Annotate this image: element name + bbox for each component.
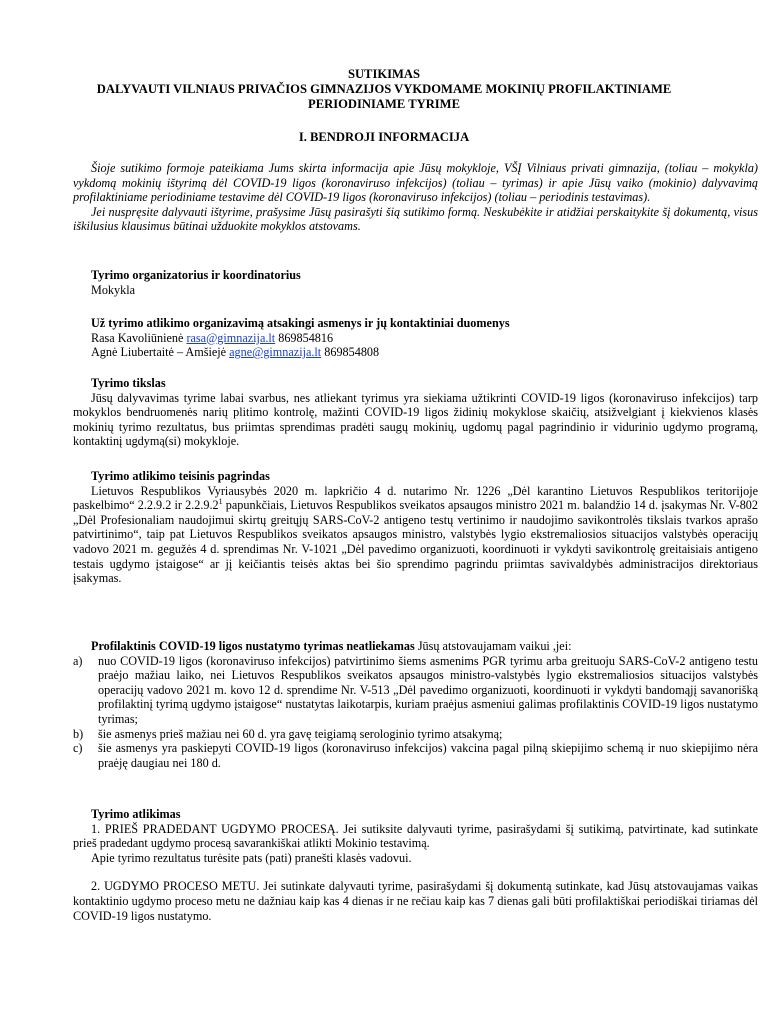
legal-heading: Tyrimo atlikimo teisinis pagrindas	[91, 469, 270, 483]
purpose-heading: Tyrimo tikslas	[91, 376, 166, 390]
list-marker: b)	[73, 726, 84, 741]
legal-text-part1: Lietuvos Respublikos Vyriausybės 2020 m. lapkričio 4 d. nutarimo Nr. 1226 „Dėl karantino Lietuvos Respublikos teritorijoje paskelbimo“ 2.2.9.2 ir 2.2.9.2	[73, 483, 758, 513]
exemption-section	[73, 639, 758, 770]
contact-email-link[interactable]: rasa@gimnazija.lt	[186, 330, 276, 345]
procedure-paragraph-1: 1. PRIEŠ PRADEDANT UGDYMO PROCESĄ. Jei sutiksite dalyvauti tyrime, pasirašydami šį sutikimą, patvirtinate, kad sutinkate prieš pradedant ugdymo procesą savarankiškai atlikti Mokinio testavimą.	[73, 821, 758, 851]
procedure-paragraph-2: Apie tyrimo rezultatus turėsite pats (pati) pranešti klasės vadovui.	[91, 850, 412, 865]
legal-text-part2: papunkčiais, Lietuvos Respublikos sveikatos apsaugos ministro 2021 m. balandžio 14 d. įsakymas Nr. V-802 „Dėl Profesionaliam naudojimui skirtų greitųjų SARS-CoV-2 antigeno testų vertinimo ir naudojimo savikontrolės tikslais tvarkos aprašo patvirtinimo“, taip pat Lietuvos Respublikos sveikatos apsaugos ministro, valstybės lygio ekstremaliosios situacijos valstybės operacijų vadovo 2021 m. gegužės 4 d. sprendimas Nr. V-1021 „Dėl pavedimo organizuoti, koordinuoti ir vykdyti savikontrolę greitaisiais antigeno testais ugdymo įstaigose“ ar jį keičiantis teisės aktas bei šio sprendimo pagrindu priimtas savivaldybės administracijos direktoriaus įsakymas.	[73, 498, 758, 586]
legal-footnote-mark: 1	[218, 497, 223, 507]
organizer-section	[73, 268, 758, 297]
list-item-text: šie asmenys yra paskiepyti COVID-19 ligos (koronaviruso infekcijos) vakcina pagal pilną skiepijimo schemą ir nuo skiepijimo nėra praėję daugiau nei 180 d.	[98, 741, 758, 770]
contact-row	[73, 345, 758, 360]
document-title: SUTIKIMAS	[347, 67, 421, 81]
contact-email-link[interactable]: agne@gimnazija.lt	[229, 345, 322, 360]
organizer-heading: Tyrimo organizatorius ir koordinatorius	[91, 268, 301, 282]
purpose-text: Jūsų dalyvavimas tyrime labai svarbus, nes atliekant tyrimus yra siekiama užtikrinti COVID-19 ligos (koronaviruso infekcijos) tarp mokyklos bendruomenės narių plitimo kontrolę, mažinti COVID-19 ligos židinių mokyklose skaičių, atsižvelgiant į kiekvienos klasės mokinių tyrimo rezultatus, bus priimtas sprendimas pradėti saugų mokinių, ugdomų pagal pagrindinio ir vidurinio ugdymo programą, kontaktinį ugdymą(si) mokykloje.	[73, 390, 758, 449]
procedure-section	[73, 807, 758, 923]
document-subtitle-line2: PERIODINIAME TYRIME	[308, 97, 460, 111]
intro-section	[73, 161, 758, 234]
procedure-paragraph-3: 2. UGDYMO PROCESO METU. Jei sutinkate dalyvauti tyrime, pasirašydami šį dokumentą sutinkate, kad Jūsų atstovaujamas vaikas kontaktinio ugdymo proceso metu ne dažniau kaip kas 4 dienas ir ne rečiau kaip kas 7 dienas gali būti profilaktiškai periodiškai tiriamas dėl COVID-19 ligos nustatymo.	[73, 879, 758, 923]
section-title: I. BENDROJI INFORMACIJA	[298, 130, 470, 144]
responsible-section	[73, 316, 758, 360]
organizer-value: Mokykla	[91, 282, 136, 297]
exemption-heading: Profilaktinis COVID-19 ligos nustatymo tyrimas neatliekamas	[91, 639, 415, 653]
list-item-text: šie asmenys prieš mažiau nei 60 d. yra gavę teigiamą serologinio tyrimo atsakymą;	[98, 726, 503, 741]
contact-name: Rasa Kavoliūnienė	[91, 330, 184, 345]
contact-phone: 869854808	[324, 345, 380, 360]
list-item	[73, 727, 758, 742]
exemption-intro	[73, 639, 758, 654]
contact-name: Agnė Liubertaitė – Amšiejė	[91, 345, 227, 360]
responsible-heading: Už tyrimo atlikimo organizavimą atsakingi asmenys ir jų kontaktiniai duomenys	[91, 316, 510, 330]
list-marker: c)	[73, 741, 83, 756]
document-subtitle-line1: DALYVAUTI VILNIAUS PRIVAČIOS GIMNAZIJOS VYKDOMAME MOKINIŲ PROFILAKTINIAME	[96, 82, 672, 96]
exemption-heading-tail: Jūsų atstovaujamam vaikui ,jei:	[414, 639, 572, 653]
legal-section	[73, 469, 758, 586]
contact-phone: 869854816	[278, 330, 334, 345]
intro-paragraph-1: Šioje sutikimo formoje pateikiama Jums skirta informacija apie Jūsų mokykloje, VŠĮ Vilniaus privati gimnazija, (toliau – mokykla) vykdomą mokinių ištyrimą dėl COVID-19 ligos (koronaviruso infekcijos) (toliau – tyrimas) ir apie Jūsų vaiko (mokinio) dalyvavimą profilaktiniame periodiniame testavime dėl COVID-19 ligos (koronaviruso infekcijos) (toliau – periodinis testavimas).	[73, 161, 758, 205]
list-marker: a)	[73, 653, 83, 668]
procedure-heading: Tyrimo atlikimas	[91, 807, 181, 821]
legal-text	[73, 484, 758, 586]
intro-paragraph-2: Jei nuspręsite dalyvauti ištyrime, prašysime Jūsų pasirašyti šią sutikimo formą. Neskubėkite ir atidžiai perskaitykite šį dokumentą, visus iškilusius klausimus būtinai užduokite mokyklos atstovams.	[73, 204, 758, 234]
list-item	[73, 654, 758, 727]
list-item	[73, 741, 758, 770]
purpose-section	[73, 376, 758, 449]
contact-row	[73, 331, 758, 346]
list-item-text: nuo COVID-19 ligos (koronaviruso infekcijos) patvirtinimo šiems asmenims PGR tyrimu arba greituoju SARS-CoV-2 antigeno testu praėjo mažiau laiko, nei Lietuvos Respublikos sveikatos apsaugos ministro-valstybės lygio ekstremaliosios situacijos valstybės operacijų vadovo 2021 m. kovo 12 d. sprendime Nr. V-513 „Dėl pavedimo organizuoti, koordinuoti ir vykdyti bandomąjį savanorišką profilaktinį tyrimą ugdymo įstaigose“ nustatytas laikotarpis, kuriam praėjus asmeniui galimas profilaktinis COVID-19 ligos nustatymo tyrimas;	[98, 653, 758, 726]
